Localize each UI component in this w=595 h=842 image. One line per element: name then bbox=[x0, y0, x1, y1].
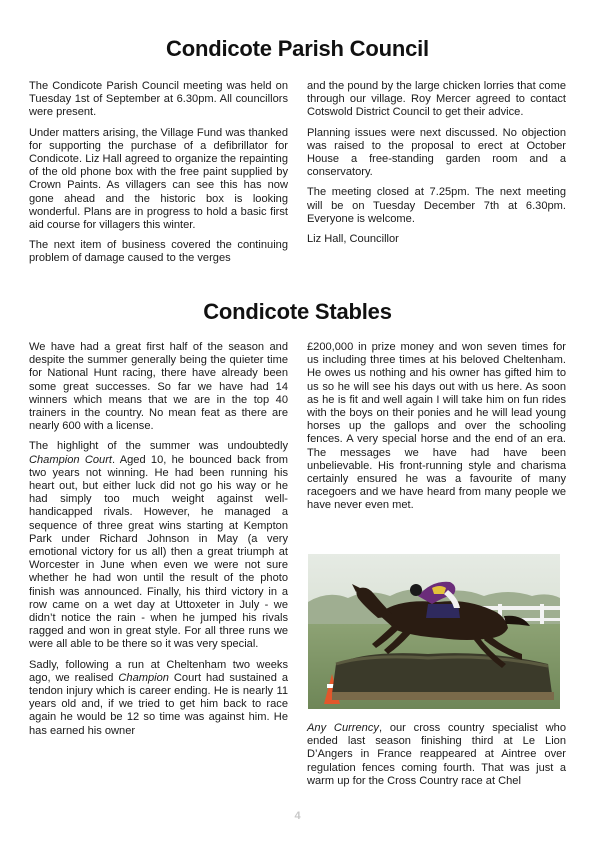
text-run: . Aged 10, he bounced back from two years not winning. He had been running his heart out, but either luck did not go his way or he had simply too much weight against well-handicapped rivals. However, he managed a sequence of three great wins starting at Kempton Park under Richard Johnson in May (a very emotional victory for us all) then a great triumph at Worcester in June when even we were not sure whether he had won until the result of the photo finish was announced. Finally, his third victory in a row came on a wet day at Uttoxeter in July - we didn’t notice the rain - when he jumped his rivals ragged and won in great style. For all three runs we were all able to be there so it was very special. bbox=[29, 453, 288, 651]
stables-column-right-continued bbox=[307, 722, 566, 795]
stables-paragraph bbox=[307, 722, 566, 788]
parish-paragraph: The next item of business covered the continuing problem of damage caused to the verges bbox=[29, 239, 288, 265]
stables-heading: Condicote Stables bbox=[203, 299, 392, 324]
parish-paragraph: The meeting closed at 7.25pm. The next meeting will be on Tuesday December 7th at 6.30pm. Everyone is welcome. bbox=[307, 186, 566, 225]
stables-column-right bbox=[307, 341, 566, 520]
parish-paragraph: Planning issues were next discussed. No objection was raised to the proposal to erect at October House a free-standing garden room and a conservatory. bbox=[307, 126, 566, 179]
parish-paragraph: and the pound by the large chicken lorries that come through our village. Roy Mercer agreed to contact Cotswold District Council to get their advice. bbox=[307, 80, 566, 119]
parish-council-heading: Condicote Parish Council bbox=[166, 36, 429, 61]
parish-signature: Liz Hall, Councillor bbox=[307, 233, 399, 246]
text-run: The highlight of the summer was undoubtedly bbox=[29, 440, 288, 453]
parish-paragraph: Under matters arising, the Village Fund was thanked for supporting the purchase of a defibrillator for Condicote. Liz Hall agreed to organize the repainting of the old phone box with the free paint supplied by Crown Paints. As villagers can see this has now gone ahead and the historic box is looking wonderful. Plans are in progress to hold a basic first aid course for villagers this winter. bbox=[29, 126, 288, 232]
text-run: Sadly, following a run at Cheltenham two weeks ago, we realised bbox=[29, 658, 288, 684]
stables-paragraph bbox=[29, 440, 288, 651]
racehorse-jumping-photo bbox=[308, 554, 560, 709]
horse-name: Champion Court bbox=[29, 453, 112, 466]
text-run: , our cross country specialist who ended last season finishing third at Le Lion D’Angers in France reappeared at Aintree over regulation fences coming fourth. That was just a warm up for the Cross Country race at Chel bbox=[307, 722, 566, 787]
text-run: Court had sustained a tendon injury which is career ending. He is nearly 11 years old and, if we tried to get him back to race again he would be 12 so time was against him. He has earned his owner bbox=[29, 671, 288, 737]
racehorse-illustration bbox=[308, 554, 560, 709]
stables-paragraph bbox=[29, 659, 288, 738]
horse-name: Champion bbox=[118, 671, 169, 684]
parish-paragraph: The Condicote Parish Council meeting was held on Tuesday 1st of September at 6.30pm. All councillors were present. bbox=[29, 80, 288, 119]
stables-paragraph: £200,000 in prize money and won seven times for us including three times at his beloved Cheltenham. He owes us nothing and his owner has gifted him to us so he will see his days out with us here. As soon as he is fit and well again I will take him on fun rides with the boys on their ponies and he will lead young horses up the gallops and over the schooling fences. A very special horse and the end of an era. The messages we have had have been unbelievable. His front-running style and charisma certainly ensured he was a favourite of many racegoers and we have heard from many people we have never even met. bbox=[307, 341, 566, 512]
page-number: 4 bbox=[294, 810, 301, 822]
horse-name: Any Currency bbox=[307, 722, 379, 734]
parish-column-right bbox=[307, 80, 566, 253]
stables-paragraph: We have had a great first half of the season and despite the summer generally being the quieter time for National Hunt racing, there have already been some great successes. So far we have had 14 winners which means that we are in the top 40 trainers in the country. No mean feat as there are nearly 600 with a license. bbox=[29, 341, 288, 433]
parish-column-left bbox=[29, 80, 288, 273]
stables-column-left bbox=[29, 341, 288, 745]
